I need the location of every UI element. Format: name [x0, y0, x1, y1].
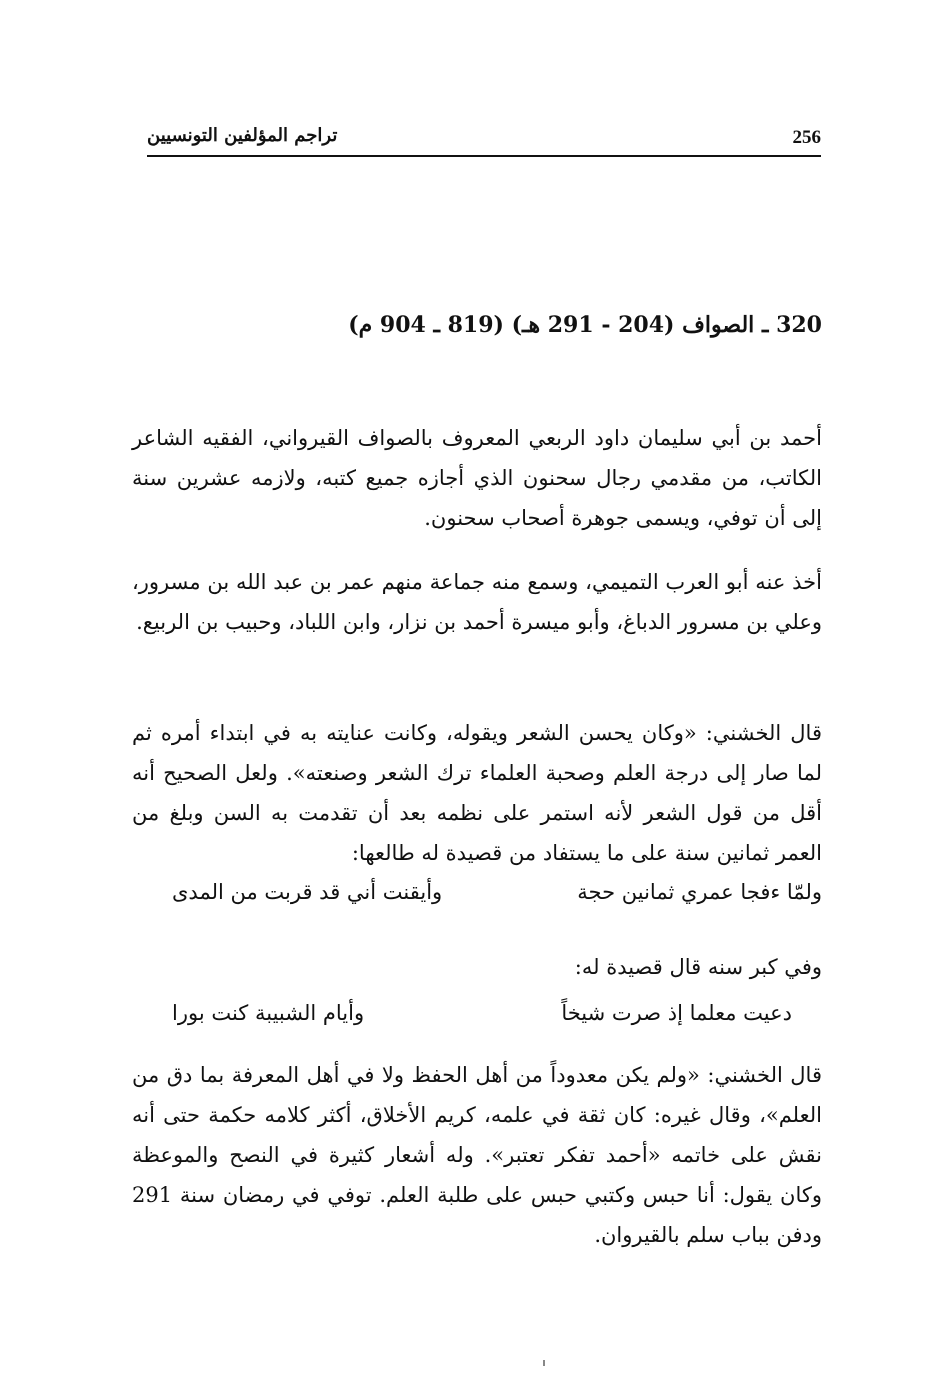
paragraph-old-age: وفي كبر سنه قال قصيدة له:	[574, 955, 822, 979]
verse-line-2	[132, 993, 822, 1033]
verse-2-second-hemistich: وأيام الشبيبة كنت بورا	[172, 1001, 365, 1025]
verse-1-first-hemistich: ولمّا ءفجا عمري ثمانين حجة	[577, 880, 822, 904]
paragraph-biography: أحمد بن أبي سليمان داود الربعي المعروف بالصواف القيرواني، الفقيه الشاعر الكاتب، من مقدمي رجال سحنون الذي أجازه جميع كتبه، ولازمه عشرين سنة إلى أن توفي، ويسمى جوهرة أصحاب سحنون.	[132, 426, 822, 530]
verse-line-1	[132, 872, 822, 912]
verse-2-first-hemistich: دعيت معلما إذ صرت شيخاً	[561, 1001, 792, 1025]
entry-title: 320 ـ الصواف (204 - 291 هـ) (819 ـ 904 م)	[348, 312, 822, 338]
paragraph-poetry: قال الخشني: «وكان يحسن الشعر ويقوله، وكانت عنايته به في ابتداء أمره ثم لما صار إلى درجة العلم وصحبة العلماء ترك الشعر وصنعته». ولعل الصحيح أنه أقل من قول الشعر لأنه استمر على نظمه بعد أن تقدمت به السن وبلغ من العمر ثمانين سنة على ما يستفاد من قصيدة له طالعها:	[132, 721, 822, 865]
running-title: تراجم المؤلفين التونسيين	[147, 125, 338, 146]
paragraph-students: أخذ عنه أبو العرب التميمي، وسمع منه جماعة منهم عمر بن عبد الله بن مسرور، وعلي بن مسرور الدباغ، وأبو ميسرة أحمد بن نزار، وابن اللباد، وحبيب بن الربيع.	[132, 570, 822, 634]
page-number: 256	[792, 127, 821, 148]
page-header	[147, 125, 821, 157]
verse-1-second-hemistich: وأيقنت أني قد قربت من المدى	[172, 880, 443, 904]
paragraph-character: قال الخشني: «ولم يكن معدوداً من أهل الحفظ ولا في أهل المعرفة بما دق من العلم»، وقال غيره: كان ثقة في علمه، كريم الأخلاق، أكثر كلامه حكمة حتى أنه نقش على خاتمه «أحمد تفكر تعتبر». وله أشعار كثيرة في النصح والموعظة وكان يقول: أنا حبس وكتبي حبس على طلبة العلم. توفي في رمضان سنة 291 ودفن بباب سلم بالقيروان.	[132, 1063, 822, 1247]
scan-mark	[543, 1360, 545, 1366]
